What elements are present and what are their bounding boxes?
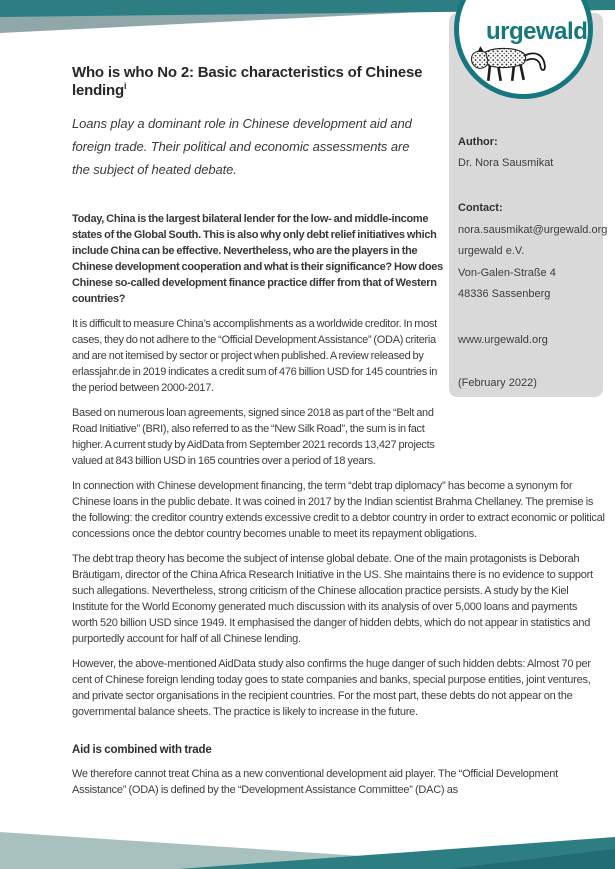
paragraph-hidden-debts: However, the above-mentioned AidData study also confirms the huge danger of such hidden debts: Almost 70 per cent of Chinese foreign lending today goes to state companies and banks, special purpose entities, joint ventures, and private sector organisations in the recipient countries. For the most part, these debts do not appear on the governmental balance sheets. The practice is likely to increase in the future. — [72, 658, 591, 718]
wide-text-column — [72, 478, 605, 798]
section-heading-aid-trade: Aid is combined with trade — [72, 744, 212, 756]
author-name: Dr. Nora Sausmikat — [458, 157, 554, 169]
narrow-text-column — [72, 211, 444, 469]
page-title — [72, 64, 452, 99]
article-subtitle: Loans play a dominant role in Chinese development aid and foreign trade. Their political and economic assessments are the subject of heated debate. — [72, 116, 412, 177]
paragraph-bri-sums: Based on numerous loan agreements, signed since 2018 as part of the “Belt and Road Initiative” (BRI), also referred to as the “New Silk Road”, the sum is in fact higher. A current study by AidData from September 2021 records 13,427 projects valued at 843 billion USD in 165 countries over a period of 18 years. — [72, 407, 435, 467]
urgewald-wordmark: urgewald — [486, 18, 588, 45]
contact-label: Contact: — [458, 202, 503, 214]
paragraph-closing: We therefore cannot treat China as a new conventional development aid player. The “Official Development Assistance” (ODA) is defined by the “Development Assistance Committee” (DAC) as — [72, 768, 558, 796]
footer-decoration — [0, 820, 615, 869]
paragraph-measuring-credit: It is difficult to measure China’s accomplishments as a worldwide creditor. In most cases, they do not adhere to the “Official Development Assistance” (ODA) criteria and are not itemised by sector or project when published. A review released by erlassjahr.de in 2019 indicates a credit sum of 476 billion USD for 145 countries in the period between 2000-2017. — [72, 318, 438, 394]
publication-date: (February 2022) — [458, 377, 537, 389]
leopard-icon — [465, 41, 547, 92]
email-link[interactable]: nora.sausmikat@urgewald.org — [458, 224, 608, 236]
article — [72, 64, 608, 807]
website-link[interactable]: www.urgewald.org — [458, 334, 548, 346]
street-address: Von-Galen-Straße 4 — [458, 267, 556, 279]
author-label: Author: — [458, 136, 498, 148]
paragraph-debt-trap-debate: The debt trap theory has become the subject of intense global debate. One of the main protagonists is Deborah Bräutigam, director of the China Africa Research Initiative in the US. She maintains there is no evidence to support such allegations. Nevertheless, strong criticism of the Chinese allocation practice persists. A study by the Kiel Institute for the World Economy generated much discussion with its analysis of over 5,000 loans and payments worth 520 billion USD since 1949. It emphasised the danger of hidden debts, which do not appear in statistics and purportedly account for half of all Chinese lending. — [72, 553, 593, 645]
paragraph-debt-trap-term: In connection with Chinese development financing, the term “debt trap diplomacy” has become a synonym for Chinese loans in the public debate. It was coined in 2017 by the Indian scientist Brahma Chellaney. The premise is the following: the creditor country extends excessive credit to a debtor country in order to extract economic or political concessions once the debtor country becomes unable to meet its repayment obligations. — [72, 480, 605, 540]
page-title-text: Who is who No 2: Basic characteristics of Chinese lending — [72, 64, 423, 99]
organisation-name: urgewald e.V. — [458, 245, 525, 257]
endnote-marker: i — [123, 81, 127, 91]
city-address: 48336 Sassenberg — [458, 288, 551, 300]
intro-paragraph: Today, China is the largest bilateral lender for the low- and middle-income states of the Global South. This is also why only debt relief initiatives which include China can be effective. Nevertheless, who are the players in the Chinese development cooperation and what is their significance? How does Chinese so-called development finance practice differ from that of Western countries? — [72, 213, 443, 305]
